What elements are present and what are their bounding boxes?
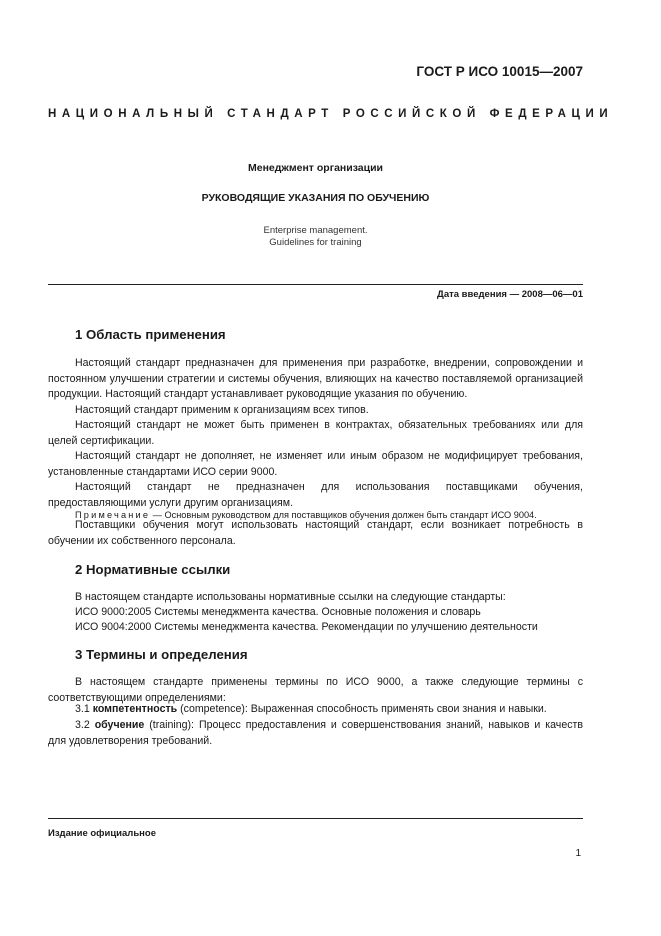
page-number: 1 <box>575 848 581 859</box>
official-edition-label: Издание официальное <box>48 828 156 839</box>
english-title-line1: Enterprise management. <box>263 225 368 236</box>
term-3-2-term: обучение <box>94 719 145 731</box>
term-3-2 <box>48 718 583 749</box>
section-1-paragraph-1: Настоящий стандарт предназначен для применения при разработке, внедрении, сопровождении и постоянном улучшении стратегии и системы обучения, влияющих на качество поставляемой организацией продукции. Настоящий стандарт устанавливает руководящие указания по обучению. <box>48 357 583 401</box>
header-divider <box>48 284 583 285</box>
section-2-paragraph-1: В настоящем стандарте использованы нормативные ссылки на следующие стандарты: <box>75 591 506 603</box>
section-2-reference-2: ИСО 9004:2000 Системы менеджмента качества. Рекомендации по улучшению деятельности <box>75 621 538 633</box>
term-3-1-term: компетентность <box>92 703 178 715</box>
section-1-paragraph-3: Настоящий стандарт не может быть применен в контрактах, обязательных требованиях или для целей сертификации. <box>48 419 583 447</box>
english-title-line2: Guidelines for training <box>269 237 362 248</box>
footer-divider <box>48 818 583 819</box>
introduction-date: Дата введения — 2008—06—01 <box>437 289 583 300</box>
term-3-2-definition: (training): Процесс предоставления и совершенствования знаний, навыков и качеств для удовлетворения требований. <box>48 719 583 747</box>
section-2-heading: 2 Нормативные ссылки <box>75 562 231 577</box>
national-standard-line: НАЦИОНАЛЬНЫЙ СТАНДАРТ РОССИЙСКОЙ ФЕДЕРАЦИИ <box>48 108 614 120</box>
section-1-heading: 1 Область применения <box>75 327 226 342</box>
section-1-paragraph-4: Настоящий стандарт не дополняет, не изменяет или иным образом не модифицирует требования, установленные стандартами ИСО серии 9000. <box>48 450 583 478</box>
term-3-2-number: 3.2 <box>75 719 90 731</box>
note-label: Примечание <box>75 510 151 520</box>
english-title <box>48 225 583 249</box>
document-code: ГОСТ Р ИСО 10015—2007 <box>416 64 583 79</box>
term-3-1 <box>48 702 583 718</box>
section-2-reference-1: ИСО 9000:2005 Системы менеджмента качества. Основные положения и словарь <box>75 606 481 618</box>
section-1-paragraph-2: Настоящий стандарт применим к организациям всех типов. <box>75 404 369 416</box>
term-3-1-definition: (competence): Выраженная способность применять свои знания и навыки. <box>177 703 547 715</box>
section-3-heading: 3 Термины и определения <box>75 647 248 662</box>
term-3-1-number: 3.1 <box>75 703 90 715</box>
section-1-paragraph-6: Поставщики обучения могут использовать настоящий стандарт, если возникает потребность в обучении их собственного персонала. <box>48 519 583 547</box>
document-subtitle-category: Менеджмент организации <box>247 162 383 174</box>
section-1-paragraph-5: Настоящий стандарт не предназначен для использования поставщиками обучения, предоставляющими услуги другим организациям. <box>48 481 583 509</box>
note-text: — Основным руководством для поставщиков обучения должен быть стандарт ИСО 9004. <box>150 510 537 520</box>
document-title: РУКОВОДЯЩИЕ УКАЗАНИЯ ПО ОБУЧЕНИЮ <box>201 192 430 204</box>
section-3-paragraph-1: В настоящем стандарте применены термины по ИСО 9000, а также следующие термины с соответствующими определениями: <box>48 676 583 704</box>
